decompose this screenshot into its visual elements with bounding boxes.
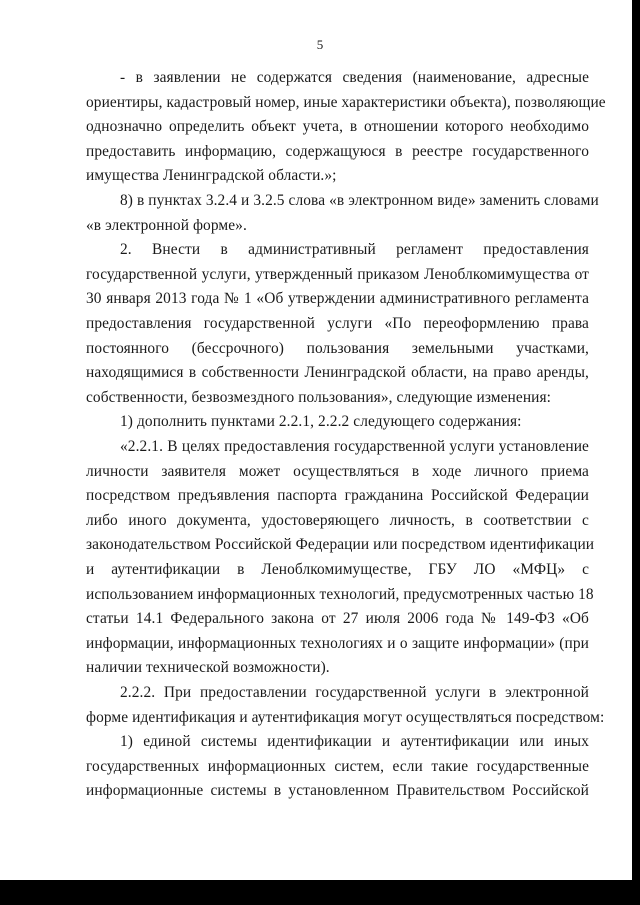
text-line: форме идентификация и аутентификация могут осуществляться посредством: [86, 708, 605, 726]
text-line: - в заявлении не содержатся сведения (наименование, адресные [120, 69, 589, 86]
text-line: 1) дополнить пунктами 2.2.1, 2.2.2 следующего содержания: [120, 413, 522, 431]
text-line: находящимися в собственности Ленинградской области, на право аренды, [86, 364, 589, 382]
text-line: 2.2.2. При предоставлении государственной услуги в электронной [120, 684, 589, 701]
text-line: наличии технической возможности). [86, 659, 330, 677]
text-line: государственных информационных систем, если такие государственные [86, 757, 589, 775]
text-line: личности заявителя может осуществляться в ходе личного приема [86, 462, 589, 480]
text-line: 30 января 2013 года № 1 «Об утверждении административного регламента [86, 290, 589, 308]
text-line: имущества Ленинградской области.»; [86, 167, 337, 185]
text-line: посредством предъявления паспорта гражданина Российской Федерации [86, 487, 589, 505]
text-line: и аутентификации в Леноблкомимуществе, ГБУ ЛО «МФЦ» с [86, 561, 589, 578]
text-line: информационные системы в установленном Правительством Российской [86, 782, 589, 800]
text-line: законодательством Российской Федерации или посредством идентификации [86, 536, 595, 554]
text-line: однозначно определить объект учета, в отношении которого необходимо [86, 118, 589, 136]
text-line: статьи 14.1 Федерального закона от 27 июля 2006 года № 149-ФЗ «Об [86, 610, 589, 628]
text-line: предоставления государственной услуги «По переоформлению права [86, 315, 589, 332]
text-line: информации, информационных технологиях и о защите информации» (при [86, 634, 589, 652]
text-line: использованием информационных технологий, предусмотренных частью 18 [86, 585, 594, 603]
page-number: 5 [316, 37, 324, 52]
text-line: ориентиры, кадастровый номер, иные характеристики объекта), позволяющие [86, 93, 606, 111]
text-line: постоянного (бессрочного) пользования земельными участками, [86, 339, 589, 357]
text-line: 8) в пунктах 3.2.4 и 3.2.5 слова «в электронном виде» заменить словами [120, 192, 599, 209]
text-line: собственности, безвозмездного пользования», следующие изменения: [86, 388, 552, 406]
scan-edge-right [632, 0, 640, 905]
scan-edge-bottom [0, 880, 640, 905]
text-line: «в электронной форме». [86, 216, 247, 234]
text-line: либо иного документа, удостоверяющего личность, в соответствии с [86, 511, 589, 529]
text-line: «2.2.1. В целях предоставления государственной услуги установление [120, 438, 589, 455]
text-line: 2. Внести в административный регламент предоставления [120, 241, 589, 259]
text-line: предоставить информацию, содержащуюся в реестре государственного [86, 142, 589, 160]
text-line: 1) единой системы идентификации и аутентификации или иных [120, 733, 589, 751]
text-line: государственной услуги, утвержденный приказом Леноблкомимущества от [86, 265, 589, 283]
